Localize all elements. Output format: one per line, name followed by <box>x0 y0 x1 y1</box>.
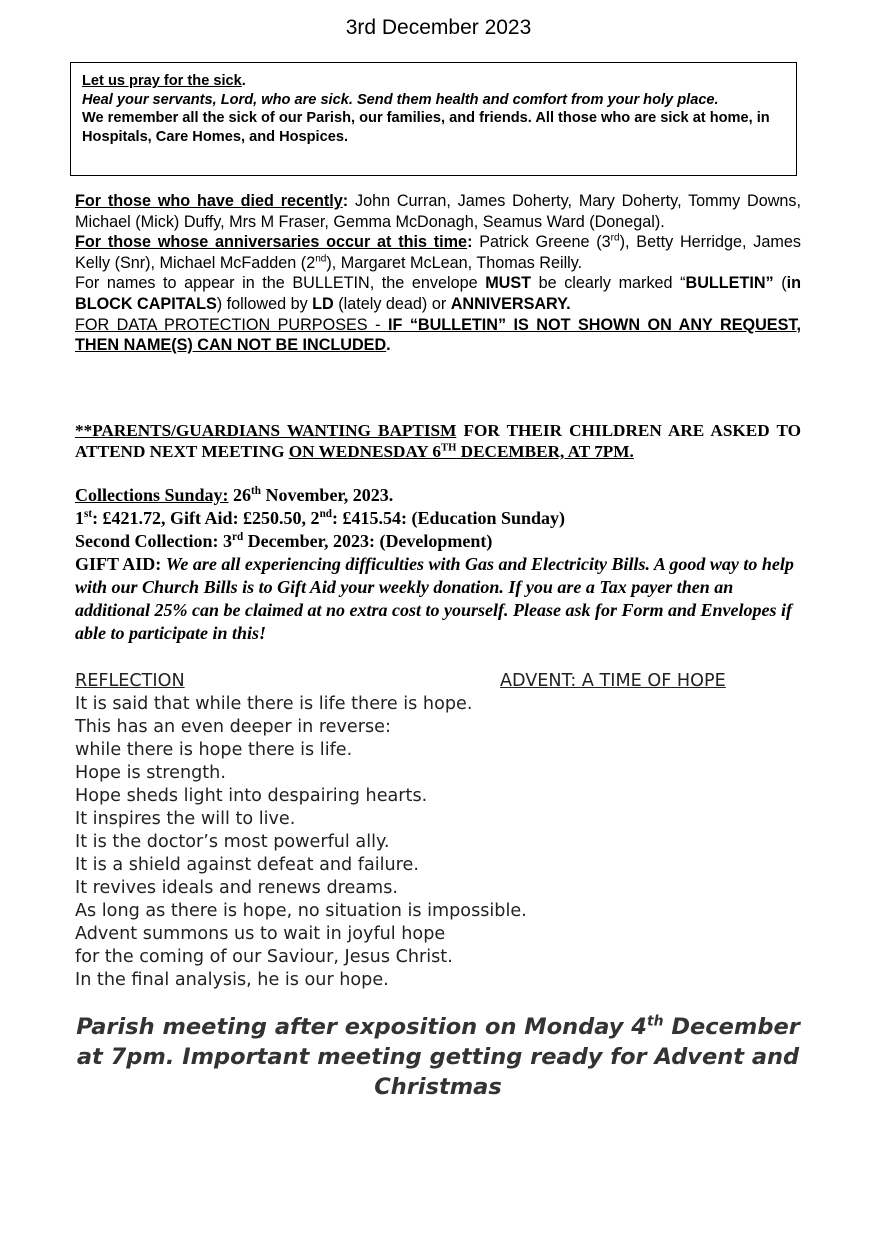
dp-3: . <box>386 336 391 355</box>
bulletin-must: MUST <box>485 274 532 293</box>
bulletin-t2: be clearly marked “ <box>531 274 686 293</box>
coll-l2-sup1: st <box>84 508 93 520</box>
data-protection-notice <box>75 315 801 356</box>
meeting-sup: th <box>646 1013 664 1030</box>
reflection-text <box>75 693 801 992</box>
collections-section <box>75 484 801 645</box>
bulletin-instructions <box>75 273 801 314</box>
collections-date-1: 26 <box>228 485 252 505</box>
reflection-line: It is said that while there is life there is hope. <box>75 694 473 714</box>
meeting-t1: Parish meeting after exposition on Monday 4 <box>76 1014 647 1040</box>
died-names: John Curran, James Doherty, Mary Doherty, Tommy Downs, Michael (Mick) Duffy, Mrs M Fraser, Gemma McDonagh, Seamus Ward (Donegal). <box>75 192 801 231</box>
coll-l2-1: 1 <box>75 508 84 528</box>
anniv-sup-1: rd <box>610 232 620 244</box>
dp-2: IF “BULLETIN” IS NOT SHOWN ON ANY REQUEST, THEN NAME(S) CAN NOT BE INCLUDED <box>75 315 801 355</box>
collections-date-sup: th <box>251 485 261 497</box>
reflection-line: In the final analysis, he is our hope. <box>75 970 389 990</box>
second-collection-line <box>75 530 801 553</box>
reflection-line: As long as there is hope, no situation is impossible. <box>75 901 527 921</box>
reflection-line: It is a shield against defeat and failure. <box>75 855 419 875</box>
bulletin-t5: (lately dead) or <box>333 294 451 313</box>
anniv-names-1: Patrick Greene (3 <box>472 233 611 252</box>
reflection-line: Hope sheds light into despairing hearts. <box>75 786 428 806</box>
meeting-t2: December at 7pm. Important meeting getting ready for Advent and Christmas <box>76 1014 800 1100</box>
baptism-b: FOR THEIR CHILDREN ARE ASKED TO ATTEND NEXT MEETING <box>75 421 801 461</box>
reflection-line: Hope is strength. <box>75 763 226 783</box>
bulletin-word: BULLETIN” <box>685 274 774 293</box>
sick-heading: Let us pray for the sick <box>82 73 242 89</box>
reflection-subheading: ADVENT: A TIME OF HOPE <box>500 671 726 691</box>
bulletin-block: in BLOCK CAPITALS <box>75 274 802 313</box>
collections-date-2: November, 2023. <box>260 485 394 505</box>
bulletin-t4: ) followed by <box>216 294 313 313</box>
reflection-heading: REFLECTION <box>75 671 185 691</box>
anniv-names-3: ), Margaret McLean, Thomas Reilly. <box>326 253 583 272</box>
names-section <box>75 191 801 356</box>
coll-l2-2: : £421.72, Gift Aid: £250.50, 2 <box>92 508 320 528</box>
collections-date-line <box>75 484 801 507</box>
collections-label: Collections Sunday: <box>75 485 229 505</box>
bulletin-date: 3rd December 2023 <box>345 16 532 39</box>
reflection-line: It inspires the will to live. <box>75 809 296 829</box>
coll-l2-3: : £415.54: (Education Sunday) <box>331 508 566 528</box>
coll-l2-sup2: nd <box>319 508 332 520</box>
baptism-notice <box>75 420 801 462</box>
baptism-c2: DECEMBER, AT 7PM. <box>456 442 634 461</box>
coll-l3-1: Second Collection: 3 <box>75 531 232 551</box>
bulletin-anniv: ANNIVERSARY. <box>450 294 571 313</box>
gift-aid-label: GIFT AID: <box>75 554 166 574</box>
baptism-c1: ON WEDNESDAY 6 <box>288 442 441 461</box>
reflection-line: while there is hope there is life. <box>75 740 353 760</box>
died-heading: For those who have died recently <box>75 192 343 210</box>
bulletin-t1: For names to appear in the BULLETIN, the envelope <box>75 274 486 293</box>
bulletin-t3: ( <box>773 274 787 293</box>
anniversaries-paragraph: For those whose anniversaries occur at this time: Patrick Greene (3rd), Betty Herridge, James Kelly (Snr), Michael McFadden (2nd), Margaret McLean, Thomas Reilly. <box>75 232 801 272</box>
baptism-sup: TH <box>440 442 457 454</box>
reflection-line: Advent summons us to wait in joyful hope <box>75 924 446 944</box>
anniversaries-heading: For those whose anniversaries occur at this time <box>75 233 468 252</box>
reflection-line: It revives ideals and renews dreams. <box>75 878 398 898</box>
coll-l3-2: December, 2023: (Development) <box>243 531 493 551</box>
reflection-line: This has an even deeper in reverse: <box>75 717 391 737</box>
baptism-a: **PARENTS/GUARDIANS WANTING BAPTISM <box>75 421 457 440</box>
anniv-names-2: ), Betty Herridge, James Kelly (Snr), Michael McFadden (2 <box>75 233 801 272</box>
sick-prayer: Heal your servants, Lord, who are sick. Send them health and comfort from your holy place. <box>82 91 719 108</box>
gift-aid-paragraph <box>75 553 801 645</box>
collections-amounts-line <box>75 507 801 530</box>
sick-remember: We remember all the sick of our Parish, our families, and friends. All those who are sick at home, in Hospitals, Care Homes, and Hospices. <box>82 110 770 145</box>
reflection-line: for the coming of our Saviour, Jesus Christ. <box>75 947 453 967</box>
parish-meeting-notice <box>75 1012 801 1102</box>
prayer-for-sick-box <box>70 62 797 176</box>
coll-l3-sup: rd <box>232 531 244 543</box>
dp-1: FOR DATA PROTECTION PURPOSES - <box>75 315 388 334</box>
bulletin-ld: LD <box>312 294 334 313</box>
sick-heading-dot: . <box>241 73 246 89</box>
anniv-sup-2: nd <box>315 253 327 265</box>
gift-aid-text: We are all experiencing difficulties with Gas and Electricity Bills. A good way to help with our Church Bills is to Gift Aid your weekly donation. If you are a Tax payer then an additional 25% can be claimed at no extra cost to yourself. Please ask for Form and Envelopes if able to participate in this! <box>75 554 794 643</box>
died-recently-paragraph: For those who have died recently: John Curran, James Doherty, Mary Doherty, Tommy Downs, Michael (Mick) Duffy, Mrs M Fraser, Gemma McDonagh, Seamus Ward (Donegal). <box>75 192 801 231</box>
reflection-line: It is the doctor’s most powerful ally. <box>75 832 390 852</box>
